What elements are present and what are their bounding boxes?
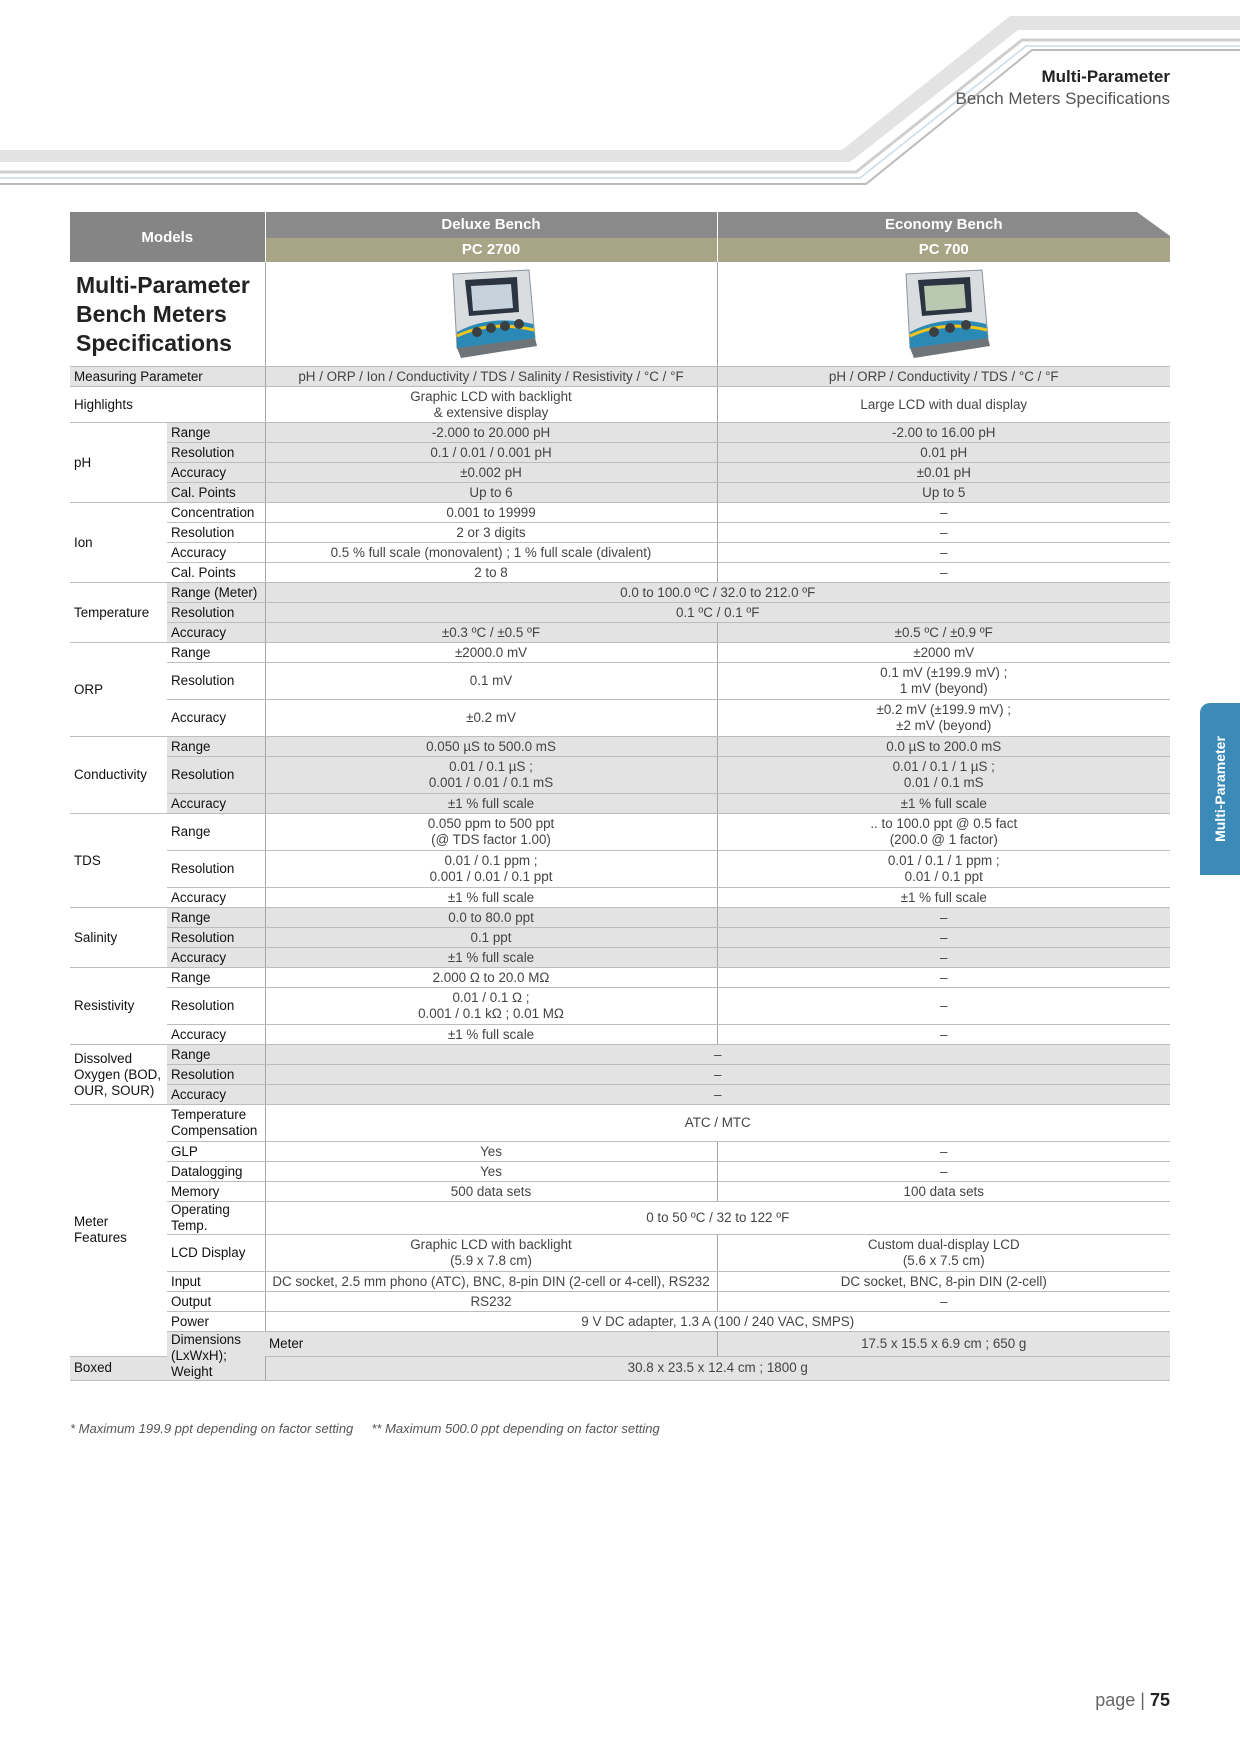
- row-parameter-label: Range: [167, 908, 265, 928]
- table-row: [70, 1202, 1170, 1235]
- page-label: page: [1095, 1690, 1136, 1710]
- models-header: Models: [70, 212, 265, 262]
- row-parameter-label: Accuracy: [167, 888, 265, 908]
- row-parameter-label: Cal. Points: [167, 483, 265, 503]
- value-cell-merged: –: [265, 1045, 1170, 1065]
- row-parameter-label: Power: [167, 1312, 265, 1332]
- model-deluxe-label: Deluxe Bench: [265, 212, 717, 238]
- pc2700-meter-image: [431, 262, 551, 362]
- row-parameter-label: Range: [167, 814, 265, 851]
- table-row: [70, 988, 1170, 1025]
- value-cell-pc2700: 2 or 3 digits: [265, 523, 717, 543]
- page-number: page | 75: [1095, 1690, 1170, 1710]
- row-parameter-label: Resolution: [167, 928, 265, 948]
- spec-title: [72, 271, 263, 358]
- value-cell-pc700: pH / ORP / Conductivity / TDS / °C / °F: [717, 367, 1170, 387]
- row-parameter-label: Accuracy: [167, 1085, 265, 1105]
- value-cell-pc700: –: [717, 523, 1170, 543]
- row-group-label: Conductivity: [70, 737, 167, 814]
- row-parameter-label: GLP: [167, 1142, 265, 1162]
- value-cell-pc700: Up to 5: [717, 483, 1170, 503]
- value-cell-pc2700: ±0.002 pH: [265, 463, 717, 483]
- row-group-label: pH: [70, 423, 167, 503]
- value-cell-merged: 0 to 50 ºC / 32 to 122 ºF: [265, 1202, 1170, 1235]
- value-cell-merged: 0.1 ºC / 0.1 ºF: [265, 603, 1170, 623]
- row-parameter-label: Boxed: [70, 1356, 167, 1381]
- value-cell-pc2700: 0.01 / 0.1 µS ; 0.001 / 0.01 / 0.1 mS: [265, 757, 717, 794]
- row-parameter-label: Range: [167, 423, 265, 443]
- footnote: * Maximum 199.9 ppt depending on factor setting ** Maximum 500.0 ppt depending on factor setting: [70, 1421, 660, 1436]
- spec-title-line-3: Specifications: [76, 329, 232, 356]
- row-group-label: Salinity: [70, 908, 167, 968]
- row-parameter-label: Accuracy: [167, 700, 265, 737]
- row-group-label: ORP: [70, 643, 167, 737]
- row-parameter-label: Accuracy: [167, 543, 265, 563]
- value-cell-pc2700: RS232: [265, 1292, 717, 1312]
- row-parameter-label: Accuracy: [167, 948, 265, 968]
- table-row: [70, 623, 1170, 643]
- pc700-meter-image: [884, 262, 1004, 362]
- model-economy-code: PC 700: [717, 238, 1170, 263]
- table-row: [70, 814, 1170, 851]
- row-group-label: TDS: [70, 814, 167, 908]
- table-row: [70, 1332, 1170, 1357]
- value-cell-pc2700: Up to 6: [265, 483, 717, 503]
- table-row: [70, 1182, 1170, 1202]
- row-parameter-label: LCD Display: [167, 1235, 265, 1272]
- table-row: [70, 663, 1170, 700]
- value-cell-pc2700: Graphic LCD with backlight (5.9 x 7.8 cm): [265, 1235, 717, 1272]
- row-parameter-label: Range: [167, 737, 265, 757]
- table-row: [70, 463, 1170, 483]
- value-cell-pc700: 0.01 pH: [717, 443, 1170, 463]
- value-cell-pc700: –: [717, 1292, 1170, 1312]
- table-row: [70, 700, 1170, 737]
- value-cell-pc2700: ±0.2 mV: [265, 700, 717, 737]
- header-corner-slant: [1127, 212, 1170, 237]
- row-parameter-label: Resolution: [167, 523, 265, 543]
- table-row: [70, 1065, 1170, 1085]
- table-row: [70, 1312, 1170, 1332]
- row-parameter-label: Temperature Compensation: [167, 1105, 265, 1142]
- value-cell-pc700: –: [717, 948, 1170, 968]
- row-parameter-label: Memory: [167, 1182, 265, 1202]
- value-cell-pc700: ±0.2 mV (±199.9 mV) ; ±2 mV (beyond): [717, 700, 1170, 737]
- value-cell-pc700: 0.1 mV (±199.9 mV) ; 1 mV (beyond): [717, 663, 1170, 700]
- table-row: [70, 1235, 1170, 1272]
- value-cell-pc2700: -2.000 to 20.000 pH: [265, 423, 717, 443]
- value-cell-pc700: ±2000 mV: [717, 643, 1170, 663]
- value-cell-pc2700: 0.1 mV: [265, 663, 717, 700]
- table-row: [70, 543, 1170, 563]
- value-cell-pc700: –: [717, 563, 1170, 583]
- side-tab-label: Multi-Parameter: [1212, 736, 1228, 842]
- row-parameter-label: Resolution: [167, 443, 265, 463]
- value-cell-pc700: –: [717, 928, 1170, 948]
- value-cell-merged: –: [265, 1085, 1170, 1105]
- table-row: [70, 523, 1170, 543]
- value-cell-merged: ATC / MTC: [265, 1105, 1170, 1142]
- row-parameter-label: Resolution: [167, 663, 265, 700]
- value-cell-pc2700: 2.000 Ω to 20.0 MΩ: [265, 968, 717, 988]
- table-row: [70, 423, 1170, 443]
- row-parameter-label: Resolution: [167, 988, 265, 1025]
- row-group-label: Dimensions (LxWxH); Weight: [167, 1332, 265, 1381]
- value-cell-pc2700: ±1 % full scale: [265, 948, 717, 968]
- table-row: [70, 1085, 1170, 1105]
- page-header: [956, 66, 1171, 110]
- value-cell-pc2700: 0.050 ppm to 500 ppt (@ TDS factor 1.00): [265, 814, 717, 851]
- row-parameter-label: Range: [167, 643, 265, 663]
- value-cell-pc700: Custom dual-display LCD (5.6 x 7.5 cm): [717, 1235, 1170, 1272]
- value-cell-pc700: 0.01 / 0.1 / 1 µS ; 0.01 / 0.1 mS: [717, 757, 1170, 794]
- table-row: [70, 1292, 1170, 1312]
- row-group-label: Resistivity: [70, 968, 167, 1045]
- value-cell-pc700: ±0.01 pH: [717, 463, 1170, 483]
- value-cell-pc700: –: [717, 1162, 1170, 1182]
- value-cell-pc2700: 0.0 to 80.0 ppt: [265, 908, 717, 928]
- value-cell-pc700: ±0.5 ºC / ±0.9 ºF: [717, 623, 1170, 643]
- table-row: [70, 387, 1170, 423]
- row-group-label: Highlights: [70, 387, 265, 423]
- value-cell-pc2700: 0.050 µS to 500.0 mS: [265, 737, 717, 757]
- value-cell-pc2700: ±1 % full scale: [265, 888, 717, 908]
- table-row: [70, 851, 1170, 888]
- table-row: [70, 503, 1170, 523]
- value-cell-pc700: Large LCD with dual display: [717, 387, 1170, 423]
- table-row: [70, 757, 1170, 794]
- value-cell-merged: 9 V DC adapter, 1.3 A (100 / 240 VAC, SMPS): [265, 1312, 1170, 1332]
- table-row: [70, 1142, 1170, 1162]
- model-deluxe-code: PC 2700: [265, 238, 717, 263]
- value-cell-pc2700: ±0.3 ºC / ±0.5 ºF: [265, 623, 717, 643]
- value-cell-pc700: –: [717, 988, 1170, 1025]
- table-row: [70, 1105, 1170, 1142]
- spec-title-cell: [70, 262, 265, 367]
- row-parameter-label: Range (Meter): [167, 583, 265, 603]
- value-cell-pc2700: 0.001 to 19999: [265, 503, 717, 523]
- row-parameter-label: Resolution: [167, 603, 265, 623]
- row-parameter-label: Resolution: [167, 1065, 265, 1085]
- spec-title-line-2: Bench Meters: [76, 300, 227, 327]
- table-row: [70, 1025, 1170, 1045]
- header-subtitle: Bench Meters Specifications: [955, 89, 1170, 108]
- value-cell-pc2700: ±2000.0 mV: [265, 643, 717, 663]
- row-parameter-label: Concentration: [167, 503, 265, 523]
- value-cell-pc2700: Yes: [265, 1162, 717, 1182]
- value-cell-pc700: –: [717, 1025, 1170, 1045]
- row-parameter-label: Accuracy: [167, 1025, 265, 1045]
- value-cell-pc700: –: [717, 908, 1170, 928]
- value-cell-pc700: -2.00 to 16.00 pH: [717, 423, 1170, 443]
- value-cell-pc2700: ±1 % full scale: [265, 1025, 717, 1045]
- row-parameter-label: Meter: [265, 1332, 717, 1357]
- row-parameter-label: Datalogging: [167, 1162, 265, 1182]
- value-cell-pc2700: Yes: [265, 1142, 717, 1162]
- pc700-image-cell: [717, 262, 1170, 367]
- value-cell-merged: –: [265, 1065, 1170, 1085]
- value-cell-pc700: DC socket, BNC, 8-pin DIN (2-cell): [717, 1272, 1170, 1292]
- spec-title-line-1: Multi-Parameter: [76, 271, 250, 298]
- value-cell-pc700: 100 data sets: [717, 1182, 1170, 1202]
- row-parameter-label: Range: [167, 968, 265, 988]
- row-parameter-label: Input: [167, 1272, 265, 1292]
- value-cell-pc700: ±1 % full scale: [717, 888, 1170, 908]
- row-parameter-label: Accuracy: [167, 463, 265, 483]
- model-economy-label: [717, 212, 1170, 238]
- table-row: [70, 888, 1170, 908]
- value-cell-pc2700: pH / ORP / Ion / Conductivity / TDS / Salinity / Resistivity / °C / °F: [265, 367, 717, 387]
- header-title: Multi-Parameter: [1041, 67, 1170, 86]
- table-row: [70, 737, 1170, 757]
- row-parameter-label: Operating Temp.: [167, 1202, 265, 1235]
- value-cell-pc2700: 2 to 8: [265, 563, 717, 583]
- value-cell-pc2700: 0.01 / 0.1 ppm ; 0.001 / 0.01 / 0.1 ppt: [265, 851, 717, 888]
- value-cell-pc2700: DC socket, 2.5 mm phono (ATC), BNC, 8-pin DIN (2-cell or 4-cell), RS232: [265, 1272, 717, 1292]
- table-row: [70, 1045, 1170, 1065]
- value-cell-merged: 17.5 x 15.5 x 6.9 cm ; 650 g: [717, 1332, 1170, 1357]
- table-row: [70, 928, 1170, 948]
- table-row: [70, 908, 1170, 928]
- table-row: [70, 563, 1170, 583]
- table-row: [70, 483, 1170, 503]
- row-group-label: Meter Features: [70, 1105, 167, 1357]
- value-cell-merged: 0.0 to 100.0 ºC / 32.0 to 212.0 ºF: [265, 583, 1170, 603]
- row-parameter-label: Accuracy: [167, 623, 265, 643]
- table-row: [70, 1162, 1170, 1182]
- value-cell-pc2700: 0.1 / 0.01 / 0.001 pH: [265, 443, 717, 463]
- row-parameter-label: Accuracy: [167, 794, 265, 814]
- table-row: [70, 794, 1170, 814]
- table-row: [70, 948, 1170, 968]
- value-cell-pc2700: 500 data sets: [265, 1182, 717, 1202]
- value-cell-merged: 30.8 x 23.5 x 12.4 cm ; 1800 g: [265, 1356, 1170, 1381]
- row-group-label: Dissolved Oxygen (BOD, OUR, SOUR): [70, 1045, 167, 1105]
- value-cell-pc700: ±1 % full scale: [717, 794, 1170, 814]
- table-row: [70, 643, 1170, 663]
- value-cell-pc700: 0.01 / 0.1 / 1 ppm ; 0.01 / 0.1 ppt: [717, 851, 1170, 888]
- row-group-label: Ion: [70, 503, 167, 583]
- table-row: [70, 367, 1170, 387]
- side-tab-multi-parameter[interactable]: [1200, 703, 1240, 875]
- table-row: [70, 443, 1170, 463]
- table-row: [70, 1272, 1170, 1292]
- value-cell-pc700: –: [717, 503, 1170, 523]
- value-cell-pc2700: Graphic LCD with backlight & extensive display: [265, 387, 717, 423]
- model-economy-text: Economy Bench: [884, 216, 1003, 234]
- spec-table: [70, 212, 1170, 1381]
- row-parameter-label: Output: [167, 1292, 265, 1312]
- value-cell-pc2700: ±1 % full scale: [265, 794, 717, 814]
- table-row: [70, 603, 1170, 623]
- value-cell-pc2700: 0.1 ppt: [265, 928, 717, 948]
- row-group-label: Measuring Parameter: [70, 367, 265, 387]
- row-parameter-label: Cal. Points: [167, 563, 265, 583]
- page-number-value: 75: [1149, 1690, 1170, 1710]
- row-parameter-label: Range: [167, 1045, 265, 1065]
- value-cell-pc700: 0.0 µS to 200.0 mS: [717, 737, 1170, 757]
- row-parameter-label: Resolution: [167, 851, 265, 888]
- row-group-label: Temperature: [70, 583, 167, 643]
- pc2700-image-cell: [265, 262, 717, 367]
- table-row: [70, 583, 1170, 603]
- spec-table-body: [70, 367, 1170, 1381]
- value-cell-pc700: .. to 100.0 ppt @ 0.5 fact (200.0 @ 1 factor): [717, 814, 1170, 851]
- table-row: [70, 968, 1170, 988]
- value-cell-pc2700: 0.5 % full scale (monovalent) ; 1 % full scale (divalent): [265, 543, 717, 563]
- row-parameter-label: Resolution: [167, 757, 265, 794]
- value-cell-pc700: –: [717, 543, 1170, 563]
- value-cell-pc700: –: [717, 968, 1170, 988]
- value-cell-pc2700: 0.01 / 0.1 Ω ; 0.001 / 0.1 kΩ ; 0.01 MΩ: [265, 988, 717, 1025]
- value-cell-pc700: –: [717, 1142, 1170, 1162]
